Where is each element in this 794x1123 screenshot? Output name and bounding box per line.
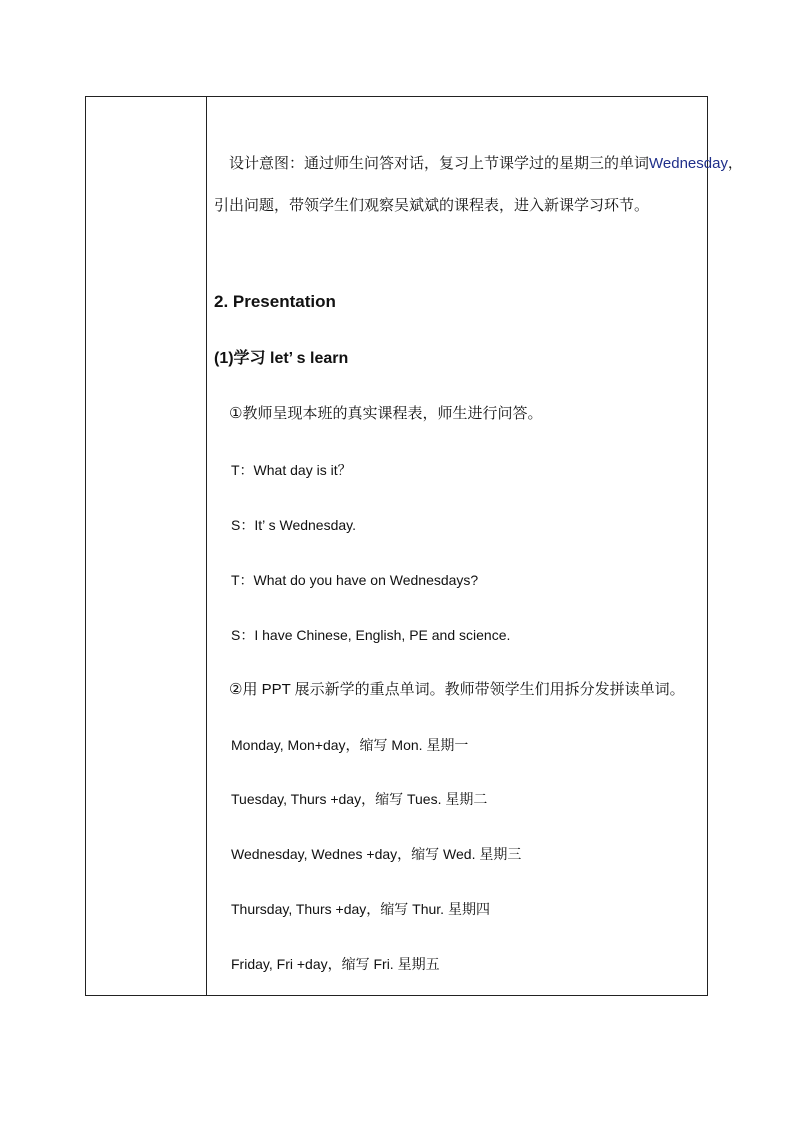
word-item: Friday, Fri +day，缩写 Fri. 星期五 [231, 956, 440, 972]
design-intent-suffix: ， [727, 155, 742, 171]
word-item: Monday, Mon+day，缩写 Mon. 星期一 [231, 737, 469, 753]
word-item: Thursday, Thurs +day，缩写 Thur. 星期四 [231, 901, 490, 917]
design-intent-prefix: 设计意图：通过师生问答对话，复习上节课学过的星期三的单词 [229, 155, 650, 172]
subsection-title: (1)学习 let’ s learn [214, 350, 349, 367]
section-title: 2. Presentation [214, 292, 336, 311]
step2-text: ②用 PPT 展示新学的重点单词。教师带领学生们用拆分发拼读单词。 [229, 681, 685, 698]
dialogue-line: T：What do you have on Wednesdays? [231, 572, 479, 588]
word-item: Wednesday, Wednes +day，缩写 Wed. 星期三 [231, 846, 522, 862]
dialogue-line: T：What day is it？ [231, 462, 352, 478]
design-intent-line2: 引出问题，带领学生们观察吴斌斌的课程表，进入新课学习环节。 [214, 197, 650, 214]
design-intent-highlight: Wednesday [649, 155, 728, 172]
design-intent-line1 [229, 154, 742, 173]
dialogue-line: S：It’ s Wednesday. [231, 517, 357, 533]
dialogue-line: S：I have Chinese, English, PE and science. [231, 627, 511, 643]
step1-text: ①教师呈现本班的真实课程表，师生进行问答。 [229, 405, 543, 422]
column-divider [206, 96, 207, 996]
word-item: Tuesday, Thurs +day，缩写 Tues. 星期二 [231, 791, 488, 807]
